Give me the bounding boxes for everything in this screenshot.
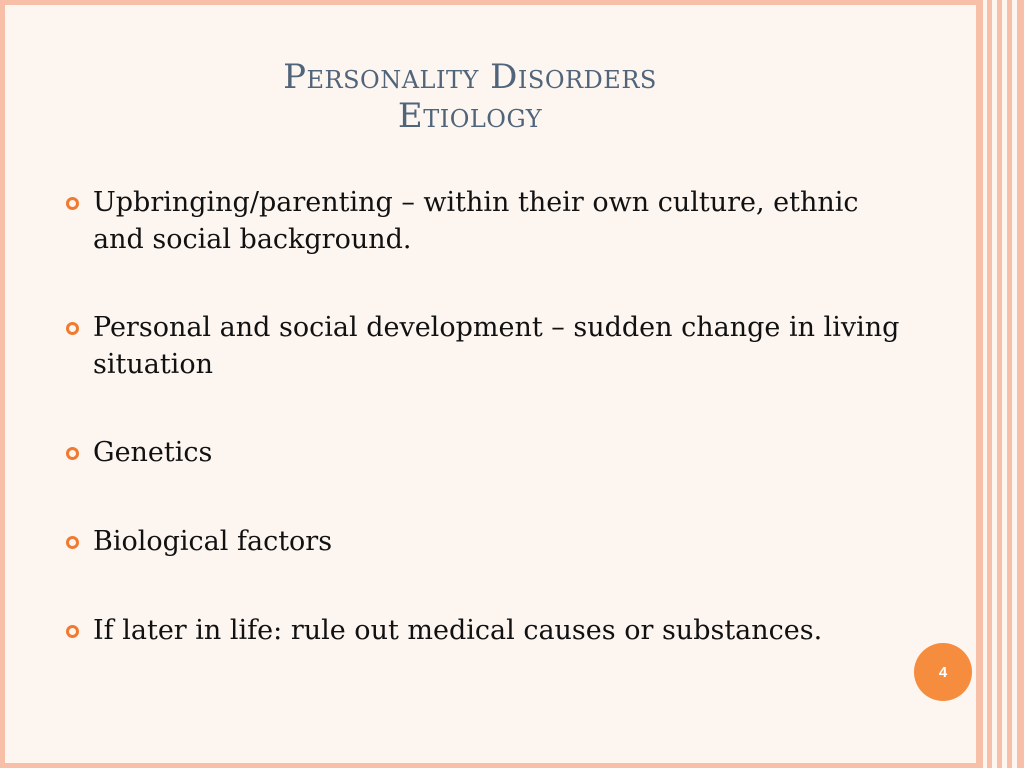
frame-right-border [976, 0, 983, 768]
frame-bottom-border [0, 763, 982, 768]
circle-bullet-icon [66, 447, 79, 460]
circle-bullet-icon [66, 536, 79, 549]
bullet-text: Personal and social development – sudden change in living situation [93, 312, 900, 380]
frame-left-border [0, 0, 5, 768]
bullet-text: Upbringing/parenting – within their own culture, ethnic and social background. [93, 187, 859, 255]
title-line-1: Personality Disorders [283, 57, 657, 97]
bullet-text: Biological factors [93, 526, 333, 557]
decorative-stripes [983, 0, 1024, 768]
slide-title [60, 58, 880, 136]
circle-bullet-icon [66, 625, 79, 638]
circle-bullet-icon [66, 197, 79, 210]
bullet-text: If later in life: rule out medical causes or substances. [93, 615, 823, 646]
bullet-item [66, 434, 906, 471]
bullet-list [66, 184, 906, 700]
bullet-text: Genetics [93, 437, 213, 468]
page-number-badge: 4 [914, 643, 972, 701]
bullet-item [66, 612, 906, 649]
title-line-2: Etiology [397, 96, 543, 136]
bullet-item [66, 523, 906, 560]
frame-top-border [0, 0, 982, 5]
bullet-item [66, 309, 906, 383]
circle-bullet-icon [66, 322, 79, 335]
bullet-item [66, 184, 906, 258]
